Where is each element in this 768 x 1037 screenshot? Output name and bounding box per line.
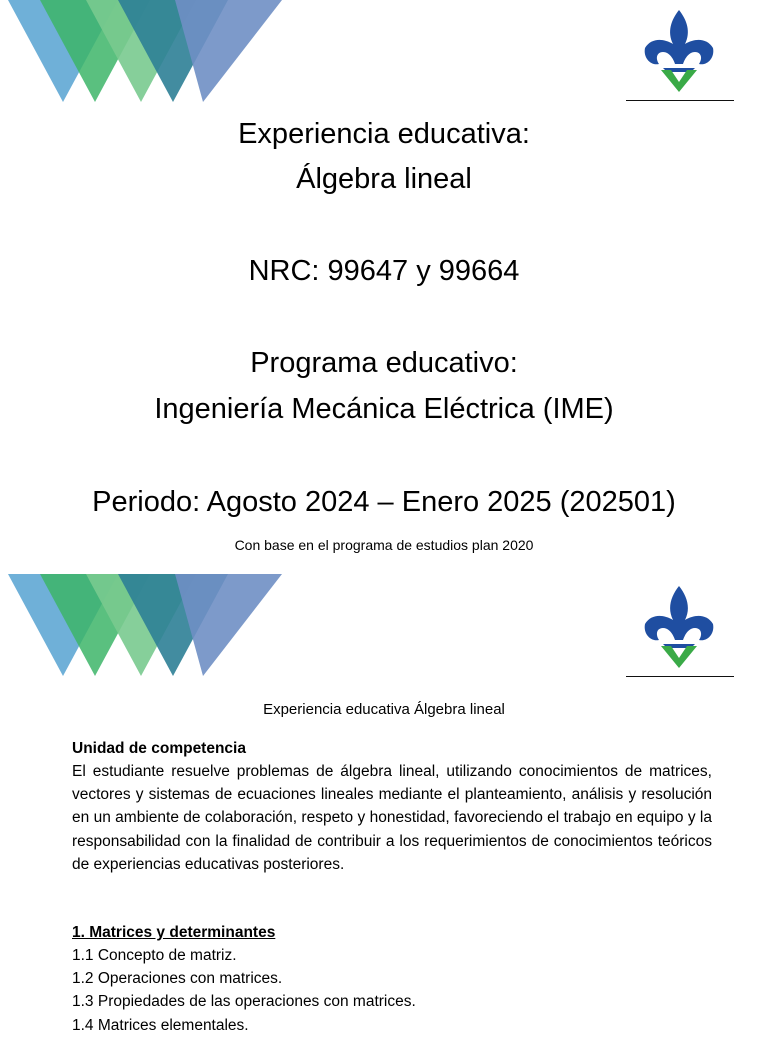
unit-topic-list [72, 944, 712, 1037]
logo-underline [626, 676, 734, 677]
unit-title: 1. Matrices y determinantes [72, 924, 276, 941]
list-item: 1.1 Concepto de matriz. [72, 947, 237, 964]
decorative-banner [0, 0, 290, 104]
course-title: Álgebra lineal [296, 163, 472, 195]
decorative-banner [0, 574, 290, 678]
competence-title: Unidad de competencia [72, 740, 246, 757]
plan-note: Con base en el programa de estudios plan 2020 [234, 537, 534, 553]
program-label: Programa educativo: [250, 347, 518, 379]
course-title-label: Experiencia educativa: [238, 118, 530, 150]
university-logo [641, 8, 717, 94]
nrc-text: NRC: 99647 y 99664 [248, 255, 520, 287]
content-slide [0, 574, 768, 1034]
competence-text: El estudiante resuelve problemas de álgebra lineal, utilizando conocimientos de matrices, vectores y sistemas de ecuaciones lineales mediante el planteamiento, análisis y resolución en un ambiente de colaboración, respeto y honestidad, favoreciendo el trabajo en equipo y la responsabilidad con la finalidad de contribuir a los requerimientos de conocimientos teóricos de experiencias educativas posteriores. [72, 763, 712, 873]
slide-header: Experiencia educativa Álgebra lineal [263, 701, 505, 718]
program-name: Ingeniería Mecánica Eléctrica (IME) [154, 393, 614, 425]
list-item: 1.2 Operaciones con matrices. [72, 970, 283, 988]
list-item: 1.4 Matrices elementales. [72, 1016, 249, 1034]
period-text: Periodo: Agosto 2024 – Enero 2025 (202501) [92, 486, 676, 518]
logo-underline [626, 100, 734, 101]
university-logo [641, 584, 717, 670]
list-item: 1.3 Propiedades de las operaciones con matrices. [72, 993, 416, 1011]
